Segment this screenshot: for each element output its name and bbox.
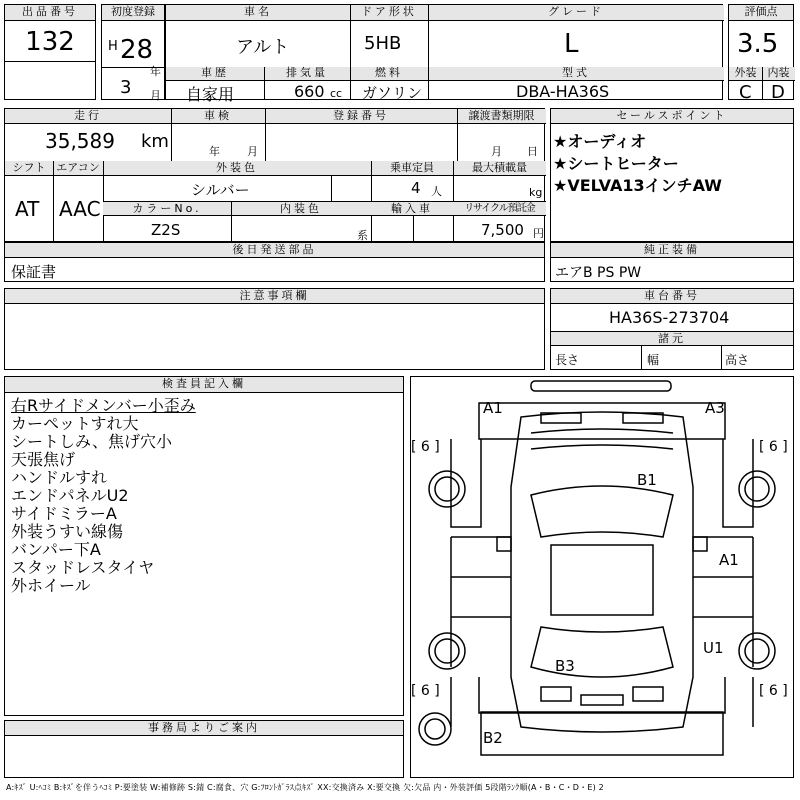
chassis-box xyxy=(550,288,794,370)
damage-mark-3: B1 xyxy=(637,471,657,489)
inspector-label: 検査員記入欄 xyxy=(5,377,403,393)
inspector-note-2: カーペットすれ大 xyxy=(11,414,139,433)
accessories-label: 後日発送部品 xyxy=(5,243,544,258)
car-name-label: 車名 xyxy=(166,5,350,21)
inspection-year-unit: 年 xyxy=(209,145,220,158)
aircon-label: エアコン xyxy=(53,161,103,176)
capacity: 4 xyxy=(411,179,421,197)
door-type: 5HB xyxy=(364,33,402,54)
accessories-box xyxy=(4,242,545,282)
aircon: AAC xyxy=(59,197,101,221)
office-label: 事務局よりご案内 xyxy=(5,721,403,736)
damage-mark-7: B2 xyxy=(483,729,503,747)
damage-mark-6: B3 xyxy=(555,657,575,675)
inspector-note-8: 外装うすい線傷 xyxy=(11,522,124,541)
yen-unit: 円 xyxy=(533,227,544,240)
first-registration-box xyxy=(101,4,165,100)
lot-number: 132 xyxy=(25,27,75,57)
color-no: Z2S xyxy=(151,221,181,239)
inspector-note-10: スタッドレスタイヤ xyxy=(11,558,155,577)
first-registration-year: 28 xyxy=(120,35,154,65)
inspection-label: 車検 xyxy=(171,109,265,124)
lot-number-box xyxy=(4,4,96,100)
ext-color-label: 外装色 xyxy=(103,161,371,176)
history-label: 車歴 xyxy=(166,67,264,81)
sales-point-3: ★VELVA13インチAW xyxy=(553,176,722,195)
displacement: 660 xyxy=(294,82,325,101)
history: 自家用 xyxy=(186,85,235,104)
sales-points-label: セールスポイント xyxy=(551,109,793,124)
era-h: H xyxy=(108,39,118,54)
main-info-box xyxy=(165,4,723,104)
notes-box xyxy=(4,288,545,370)
chassis-label: 車台番号 xyxy=(551,289,793,304)
inspector-note-3: シートしみ、焦げ穴小 xyxy=(11,432,172,451)
first-registration-month: 3 xyxy=(120,77,132,98)
max-load-label: 最大積載量 xyxy=(453,161,546,176)
mileage-label: 走行 xyxy=(5,109,171,124)
reg-no-label: 登録番号 xyxy=(265,109,457,124)
persons-unit: 人 xyxy=(431,185,442,198)
transfer-month-unit: 月 xyxy=(491,145,502,158)
inspector-box xyxy=(4,376,404,716)
damage-mark-2: A3 xyxy=(705,399,725,417)
inspection-month-unit: 月 xyxy=(247,145,258,158)
month-unit: 月 xyxy=(150,89,161,102)
grade: L xyxy=(564,29,579,59)
mileage: 35,589 xyxy=(45,129,115,153)
car-diagram xyxy=(411,377,793,777)
specs-label: 諸元 xyxy=(551,331,793,346)
grade-label: グレード xyxy=(428,5,724,21)
year-unit: 年 xyxy=(150,65,161,78)
kei-unit: 系 xyxy=(357,229,368,242)
inspector-note-7: サイドミラーA xyxy=(11,504,117,523)
inspector-note-5: ハンドルすれ xyxy=(11,468,108,487)
score: 3.5 xyxy=(737,29,779,59)
inspector-note-11: 外ホイール xyxy=(11,576,91,595)
recycle-amount: 7,500 xyxy=(481,221,524,239)
import-label: 輸入車 xyxy=(371,201,453,216)
capacity-label: 乗車定員 xyxy=(371,161,453,176)
vehicle-detail-box xyxy=(4,108,545,242)
chassis-number: HA36S-273704 xyxy=(609,308,730,327)
interior-grade: D xyxy=(771,82,785,103)
factory-equipment-label: 純正装備 xyxy=(551,243,793,258)
tire-depth-rl: [ 6 ] xyxy=(411,683,440,699)
exterior-label: 外装 xyxy=(729,67,762,81)
exterior-grade: C xyxy=(739,82,752,103)
ext-color: シルバー xyxy=(191,181,250,199)
factory-equipment-box xyxy=(550,242,794,282)
door-type-label: ドア形状 xyxy=(350,5,428,21)
shift-label: シフト xyxy=(5,161,53,176)
inspector-note-4: 天張焦げ xyxy=(11,450,76,469)
width-label: 幅 xyxy=(647,353,660,367)
damage-mark-4: A1 xyxy=(719,551,739,569)
tire-depth-fl: [ 6 ] xyxy=(411,439,440,455)
recycle-label: リサイクル預託金 xyxy=(453,201,546,216)
interior-label: 内装 xyxy=(762,67,795,81)
accessories: 保証書 xyxy=(11,263,57,281)
first-registration-label: 初度登録 xyxy=(102,5,164,21)
inspector-note-9: バンパー下A xyxy=(11,540,101,559)
transfer-deadline-label: 譲渡書類期限 xyxy=(457,109,546,124)
fuel: ガソリン xyxy=(362,84,423,102)
height-label: 高さ xyxy=(725,353,750,367)
sales-point-2: ★シートヒーター xyxy=(553,154,679,173)
office-box xyxy=(4,720,404,778)
sales-point-1: ★オーディオ xyxy=(553,132,647,151)
km-unit: km xyxy=(141,131,169,152)
score-box xyxy=(728,4,794,103)
fuel-label: 燃料 xyxy=(350,67,428,81)
inspector-note-6: エンドパネルU2 xyxy=(11,486,129,505)
length-label: 長さ xyxy=(555,353,580,367)
cc-unit: cc xyxy=(330,87,343,100)
damage-mark-5: U1 xyxy=(703,639,724,657)
car-diagram-box xyxy=(410,376,794,778)
shift: AT xyxy=(15,197,40,221)
displacement-label: 排気量 xyxy=(264,67,350,81)
int-color-label: 内装色 xyxy=(231,201,371,216)
factory-equipment: エアB PS PW xyxy=(555,265,642,281)
legend: A:ｷｽﾞ U:ﾍｺﾐ B:ｷｽﾞを伴うﾍｺﾐ P:要塗装 W:補修跡 S:錆 C:腐食、穴 G:ﾌﾛﾝﾄｶﾞﾗｽ点ｷｽﾞ XX:交換済み X:要交換 欠:欠品 内・外装評価 5段階ﾗﾝｸ順(A・B・C・D・E) 2 xyxy=(6,783,604,792)
damage-mark-1: A1 xyxy=(483,399,503,417)
color-no-label: カラーNo. xyxy=(103,201,231,216)
model-code: DBA-HA36S xyxy=(516,82,610,101)
inspector-note-1: 右Rサイドメンバー小歪み xyxy=(11,396,196,415)
lot-number-label: 出品番号 xyxy=(5,5,95,21)
tire-depth-rr: [ 6 ] xyxy=(759,683,788,699)
inspector-notes-list xyxy=(11,397,196,595)
tire-depth-fr: [ 6 ] xyxy=(759,439,788,455)
kg-unit: kg xyxy=(529,186,543,199)
model-code-label: 型式 xyxy=(428,67,724,81)
car-name: アルト xyxy=(236,37,290,58)
transfer-day-unit: 日 xyxy=(527,145,538,158)
sales-points-box xyxy=(550,108,794,242)
score-label: 評価点 xyxy=(729,5,793,21)
notes-label: 注意事項欄 xyxy=(5,289,544,304)
